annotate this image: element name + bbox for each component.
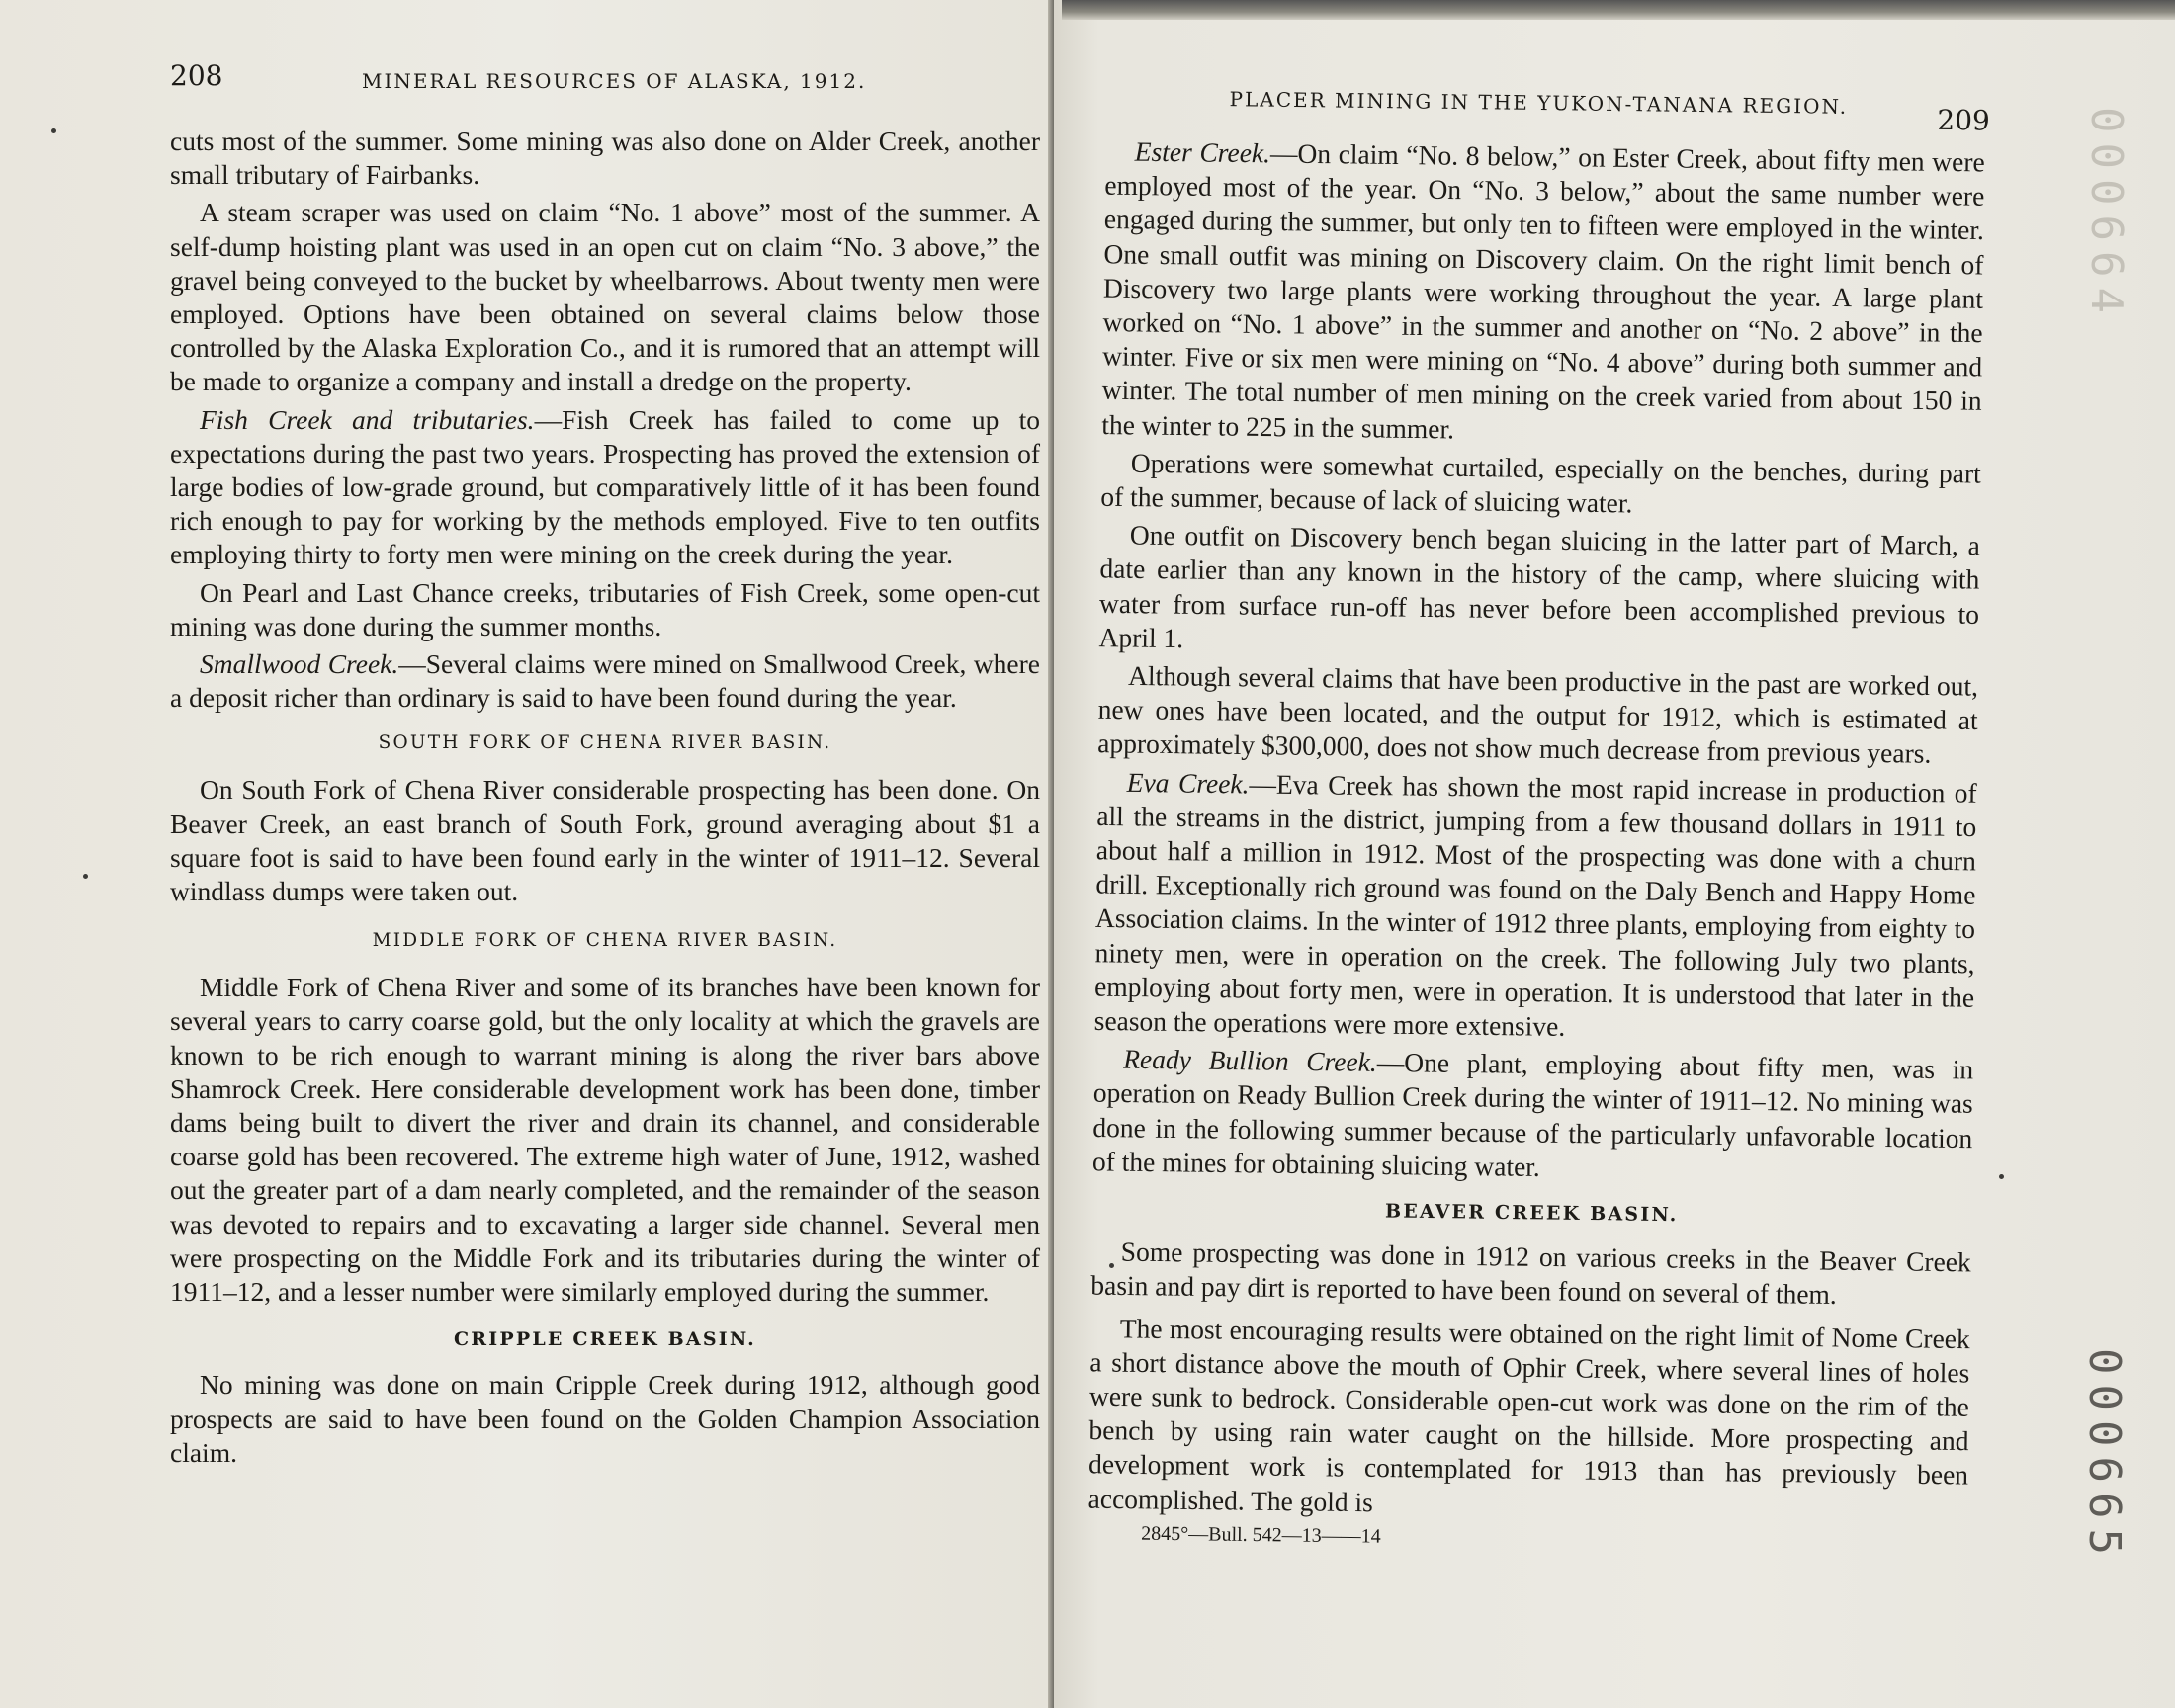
right-page [1054,0,2175,1708]
paragraph: On Pearl and Last Chance creeks, tributaries of Fish Creek, some open-cut mining was done during the summer months. [170,576,1040,641]
left-running-head [170,59,1040,107]
section-heading: BEAVER CREEK BASIN. [1384,1200,1679,1227]
speck [1109,1263,1114,1268]
paragraph: No mining was done on main Cripple Creek during 1912, although good prospects are said to have been found on the Golden Champion Association claim. [170,1369,1040,1468]
page-number: 208 [170,59,223,92]
archive-stamp-faint: 000664 [2081,107,2132,323]
paragraph: Although several claims that have been productive in the past are worked out, new ones have been located, and the output for 1912, which is estimated at approximately $300,000, does not show much decrease from previous years. [1097,659,1979,770]
paragraph: Eva Creek.—Eva Creek has shown the most rapid increase in production of all the streams in the district, jumping from a few thousand dollars in 1911 to about half a million in 1912. Most of the prospecting was done with a churn drill. Exceptionally rich ground was found on the Daly Bench and Happy Home Association claims. In the winter of 1912 three plants, employing from eighty to ninety men, were in operation on the creek. The following July two plants, employing about forty men, were in operation. It is understood that later in the season the operations were more extensive. [1093,766,1977,1043]
page-footer: 2845°—Bull. 542—13——14 [1141,1522,1381,1548]
scan-edge [1062,0,2175,20]
paragraph-lead: Ready Bullion Creek. [1123,1043,1378,1078]
section-heading: MIDDLE FORK OF CHENA RIVER BASIN. [372,930,838,952]
paragraph-lead: Ester Creek. [1134,135,1271,169]
paragraph: On South Fork of Chena River considerable prospecting has been done. On Beaver Creek, an east branch of South Fork, ground averaging about $1 a square foot is said to have been found early in the winter of 1911–12. Several windlass dumps were taken out. [170,774,1040,907]
paragraph: The most encouraging results were obtained on the right limit of Nome Creek a short distance above the mouth of Ophir Creek, where several lines of holes were sunk to bedrock. Considerable open-cut work was done on the rim of the bench by using rain water caught on the hillside. More prospecting and development work is contemplated for 1913 than has previously been accomplished. The gold is [1088,1312,1970,1517]
paragraph: A steam scraper was used on claim “No. 1 above” most of the summer. A self-dump hoisting plant was used in an open cut on claim “No. 3 above,” the gravel being conveyed to the bucket by wheelbarrows. About twenty men were employed. Options have been obtained on several claims below those controlled by the Alaska Exploration Co., and it is rumored that an attempt will be made to organize a company and install a dredge on the property. [170,197,1040,397]
paragraph: Operations were somewhat curtailed, especially on the benches, during part of the summer, because of lack of sluicing water. [1100,447,1981,519]
left-page [0,0,1054,1708]
paragraph-lead: Fish Creek and tributaries. [200,403,535,435]
speck [1999,1174,2004,1179]
paragraph: Ready Bullion Creek.—One plant, employing about fifty men, was in operation on Ready Bullion Creek during the winter of 1911–12. No mining was done in the following summer because of the particularly unfavorable location of the mines for obtaining sluicing water. [1091,1043,1974,1182]
running-head-title: MINERAL RESOURCES OF ALASKA, 1912. [362,69,867,93]
speck [83,874,88,879]
paragraph: Ester Creek.—On claim “No. 8 below,” on Ester Creek, about fifty men were employed most of the year. On “No. 3 below,” about the same number were engaged during the summer, but only ten to fifteen were employed in the winter. One small outfit was mining on Discovery claim. On the right limit bench of Discovery two large plants were working throughout the year. A large plant worked on “No. 1 above” in the summer and another on “No. 2 above” in the winter. Five or six men were mining on “No. 4 above” during both summer and winter. The total number of men mining on the creek varied from about 150 in the winter to 225 in the summer. [1101,135,1985,445]
paragraph: Middle Fork of Chena River and some of its branches have been known for several years to carry coarse gold, but the only locality at which the gravels are known to be rich enough to warrant mining is along the river bars above Shamrock Creek. Here considerable development work has been done, timber dams being built to divert the river and drain its channel, and considerable coarse gold has been recovered. The extreme high water of June, 1912, washed out the greater part of a dam nearly completed, and the remainder of the season was devoted to repairs and to excavating a larger side channel. Several men were prospecting on the Middle Fork and its tributaries during the winter of 1911–12, and a lesser number were similarly employed during the summer. [170,972,1040,1308]
left-text-column [170,125,1040,1470]
paragraph: Fish Creek and tributaries.—Fish Creek has failed to come up to expectations during the past two years. Prospecting has proved the extension of large bodies of low-grade ground, but comparatively little of it has been found rich enough to pay for working by the methods employed. Five to ten outfits employing thirty to forty men were mining on the creek during the year. [170,403,1041,570]
paragraph: Some prospecting was done in 1912 on various creeks in the Beaver Creek basin and pay dirt is reported to have been found on several of them. [1090,1236,1971,1311]
paragraph: One outfit on Discovery bench began sluicing in the latter part of March, a date earlier than any known in the history of the camp, where sluicing with water from surface run-off has never before been accomplished previous to April 1. [1098,519,1981,654]
archive-stamp: 000665 [2079,1348,2130,1565]
right-running-head [1054,67,2175,137]
section-heading: SOUTH FORK OF CHENA RIVER BASIN. [378,732,832,754]
running-head-title: PLACER MINING IN THE YUKON-TANANA REGION. [1229,87,1849,119]
page-number: 209 [1937,103,1991,137]
paragraph-lead: Eva Creek. [1126,766,1250,800]
paragraph: cuts most of the summer. Some mining was also done on Alder Creek, another small tributary of Fairbanks. [170,126,1040,191]
section-heading: CRIPPLE CREEK BASIN. [453,1328,756,1351]
right-text-column [1088,134,1985,1556]
paragraph: Smallwood Creek.—Several claims were mined on Smallwood Creek, where a deposit richer than ordinary is said to have been found during the year. [170,648,1041,714]
paragraph-lead: Smallwood Creek. [200,648,399,680]
speck [51,128,56,133]
